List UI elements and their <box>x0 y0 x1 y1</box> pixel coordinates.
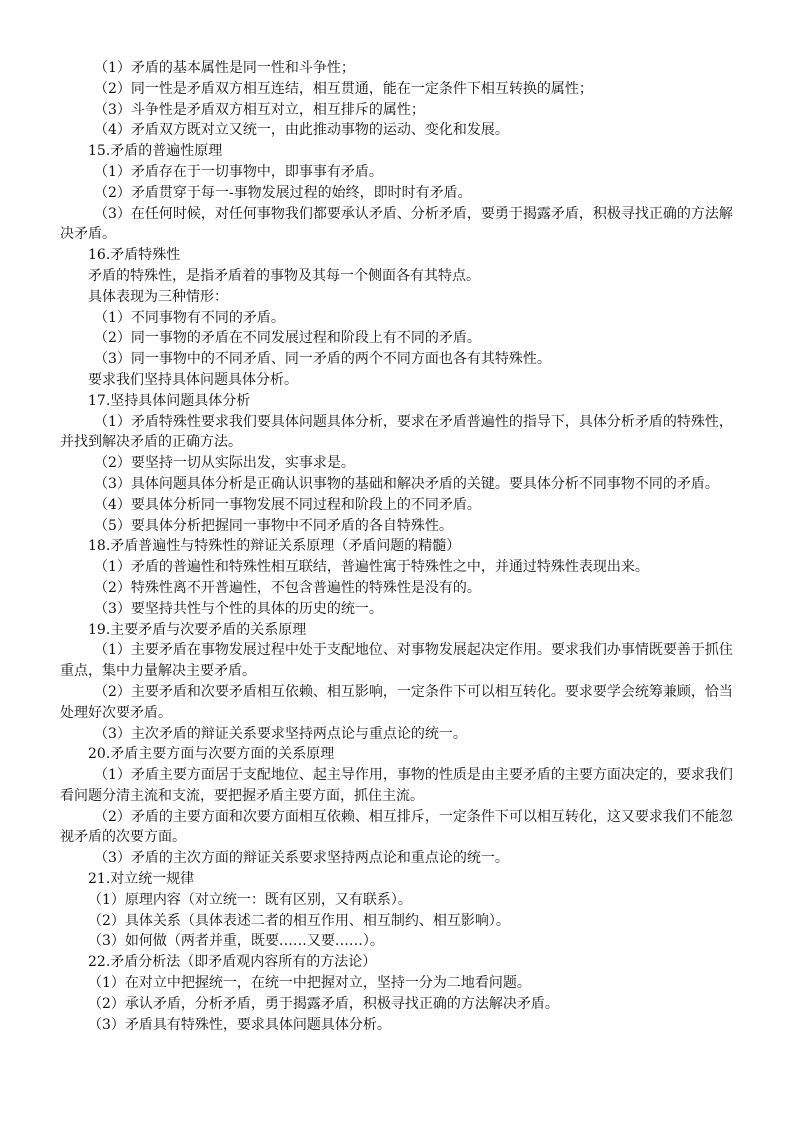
paragraph-line: （4）要具体分析同一事物发展不同过程和阶段上的不同矛盾。 <box>94 496 481 513</box>
paragraph-line: 要求我们坚持具体问题具体分析。 <box>88 371 298 388</box>
paragraph-line: （2）要坚持一切从实际出发，实事求是。 <box>94 455 355 472</box>
paragraph-line: （2）特殊性离不开普遍性，不包含普遍性的特殊性是没有的。 <box>94 579 481 596</box>
paragraph-line: （3）同一事物中的不同矛盾、同一矛盾的两个不同方面也各有其特殊性。 <box>94 351 551 368</box>
paragraph-line: （1）矛盾的基本属性是同一性和斗争性； <box>94 60 355 76</box>
paragraph-line: （1）原理内容（对立统一：既有区别，又有联系）。 <box>88 891 412 908</box>
paragraph-line: 矛盾的特殊性，是指矛盾着的事物及其每一个侧面各有其特点。 <box>88 267 480 284</box>
paragraph-line: （3）具体问题具体分析是正确认识事物的基础和解决矛盾的关键。要具体分析不同事物不同的矛盾。 <box>94 475 719 492</box>
paragraph-line: （3）斗争性是矛盾双方相互对立，相互排斥的属性； <box>94 101 425 118</box>
paragraph-line: （2）同一性是矛盾双方相互连结，相互贯通，能在一定条件下相互转换的属性； <box>94 80 593 97</box>
paragraph-line: （1）矛盾的普遍性和特殊性相互联结，普遍性寓于特殊性之中，并通过特殊性表现出来。 <box>94 559 649 576</box>
section-heading: 22.矛盾分析法（即矛盾观内容所有的方法论） <box>88 954 377 971</box>
paragraph-line: （3）要坚持共性与个性的具体的历史的统一。 <box>94 600 383 617</box>
paragraph-line: （1）矛盾存在于一切事物中，即事事有矛盾。 <box>94 163 383 180</box>
paragraph-line: （1）矛盾特殊性要求我们要具体问题具体分析，要求在矛盾普遍性的指导下，具体分析矛盾的特殊性，并找到解决矛盾的正确方法。 <box>60 413 733 451</box>
section-heading: 17.坚持具体问题具体分析 <box>88 392 251 409</box>
section-heading: 20.矛盾主要方面与次要方面的关系原理 <box>88 746 335 763</box>
paragraph-line: （3）矛盾具有特殊性，要求具体问题具体分析。 <box>88 1016 391 1033</box>
paragraph-line: （1）主要矛盾在事物发展过程中处于支配地位、对事物发展起决定作用。要求我们办事情既要善于抓住重点，集中力量解决主要矛盾。 <box>60 642 733 680</box>
paragraph-line: （3）主次矛盾的辩证关系要求坚持两点论与重点论的统一。 <box>94 725 467 742</box>
section-heading: 19.主要矛盾与次要矛盾的关系原理 <box>88 621 307 638</box>
paragraph-line: （2）同一事物的矛盾在不同发展过程和阶段上有不同的矛盾。 <box>94 330 481 347</box>
section-heading: 16.矛盾特殊性 <box>88 247 181 264</box>
paragraph-line: （2）矛盾的主要方面和次要方面相互依赖、相互排斥，一定条件下可以相互转化，这又要求我们不能忽视矛盾的次要方面。 <box>60 808 733 846</box>
paragraph-line: （3）在任何时候，对任何事物我们都要承认矛盾、分析矛盾，要勇于揭露矛盾，积极寻找正确的方法解决矛盾。 <box>60 205 733 243</box>
paragraph-line: （5）要具体分析把握同一事物中不同矛盾的各自特殊性。 <box>94 517 453 534</box>
paragraph-line: （4）矛盾双方既对立又统一，由此推动事物的运动、变化和发展。 <box>94 122 509 139</box>
paragraph-line: （2）矛盾贯穿于每一-事物发展过程的始终，即时时有矛盾。 <box>94 184 472 201</box>
paragraph-line: （2）具体关系（具体表述二者的相互作用、相互制约、相互影响）。 <box>88 912 510 929</box>
paragraph-line: （3）如何做（两者并重，既要……又要……）。 <box>88 933 384 950</box>
paragraph-line: 具体表现为三种情形： <box>88 288 228 305</box>
paragraph-line: （3）矛盾的主次方面的辩证关系要求坚持两点论和重点论的统一。 <box>94 850 509 867</box>
paragraph-line: （2）主要矛盾和次要矛盾相互依赖、相互影响，一定条件下可以相互转化。要求要学会统筹兼顾，恰当处理好次要矛盾。 <box>60 683 733 721</box>
paragraph-line: （1）矛盾主要方面居于支配地位、起主导作用，事物的性质是由主要矛盾的主要方面决定的，要求我们看问题分清主流和支流，要把握矛盾主要方面，抓住主流。 <box>60 767 733 804</box>
section-heading: 18.矛盾普遍性与特殊性的辩证关系原理（矛盾问题的精髓） <box>88 538 461 555</box>
section-heading: 15.矛盾的普遍性原理 <box>88 143 223 160</box>
paragraph-line: （2）承认矛盾，分析矛盾，勇于揭露矛盾，积极寻找正确的方法解决矛盾。 <box>88 995 559 1012</box>
paragraph-line: （1）在对立中把握统一，在统一中把握对立，坚持一分为二地看问题。 <box>88 975 531 992</box>
section-heading: 21.对立统一规律 <box>88 871 195 888</box>
paragraph-line: （1）不同事物有不同的矛盾。 <box>94 309 285 326</box>
